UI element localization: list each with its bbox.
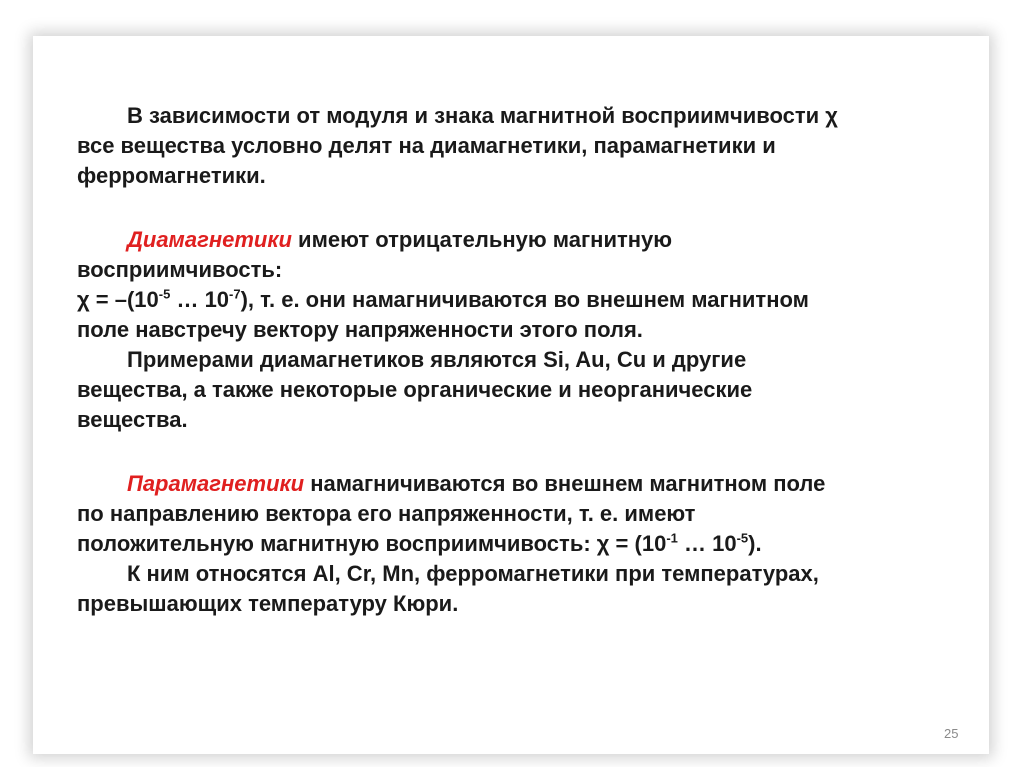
diamagnetics-examples-line-2: вещества, а также некоторые органические и неорганические bbox=[77, 377, 753, 402]
slide-content bbox=[77, 101, 977, 619]
page-number: 25 bbox=[944, 726, 959, 741]
intro-line-2: все вещества условно делят на диамагнетики, парамагнетики и bbox=[77, 133, 776, 158]
paramagnetics-line-2: по направлению вектора его напряженности, т. е. имеют bbox=[77, 501, 696, 526]
diamagnetics-term: Диамагнетики bbox=[127, 227, 292, 252]
diamagnetics-examples-line-1: Примерами диамагнетиков являются Si, Au, Cu и другие bbox=[127, 347, 747, 372]
slide bbox=[33, 36, 989, 754]
diamagnetics-line-1: Диамагнетики имеют отрицательную магнитную bbox=[127, 227, 673, 252]
paramagnetics-term: Парамагнетики bbox=[127, 471, 305, 496]
diamagnetics-examples-line-3: вещества. bbox=[77, 407, 188, 432]
paramagnetics-examples-line-1: К ним относятся Al, Cr, Mn, ферромагнетики при температурах, bbox=[127, 561, 819, 586]
paramagnetics-examples-line-2: превышающих температуру Кюри. bbox=[77, 591, 459, 616]
diamagnetics-formula: $\chi = -(10^{-5}$ … $10^{-7}$), т. е. они намагничиваются во внешнем магнитном bbox=[77, 286, 809, 312]
diamagnetics-line-2: восприимчивость: bbox=[77, 257, 283, 282]
intro-line-1: В зависимости от модуля и знака магнитной восприимчивости χ bbox=[127, 103, 838, 128]
paramagnetics-line-1: Парамагнетики намагничиваются во внешнем магнитном поле bbox=[127, 471, 826, 496]
intro-line-3: ферромагнетики. bbox=[77, 163, 266, 188]
diamagnetics-line-4: поле навстречу вектору напряженности этого поля. bbox=[77, 317, 643, 342]
paramagnetics-formula: положительную магнитную восприимчивость: $\chi = (10^{-1}$ … $10^{-5}$). bbox=[77, 530, 762, 556]
